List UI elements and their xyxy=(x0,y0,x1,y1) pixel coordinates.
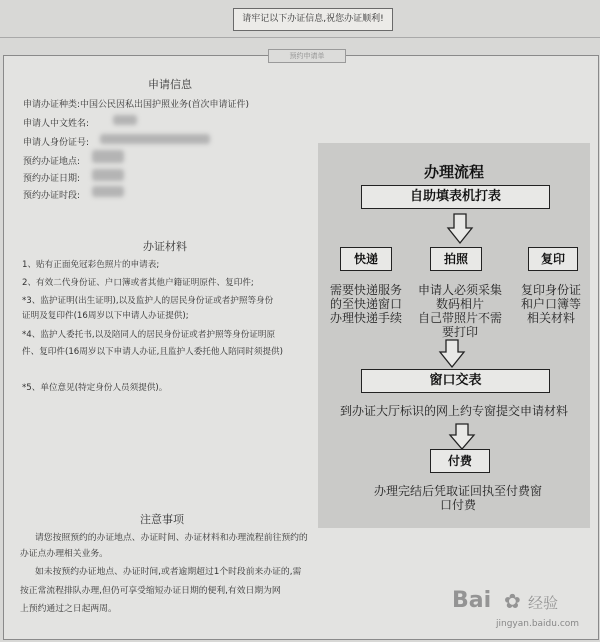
row-label: 申请人身份证号: xyxy=(23,138,90,148)
baidu-logo: Bai xyxy=(452,588,492,613)
branch-copy: 复印 xyxy=(528,247,578,271)
note-line: 如未按预约办证地点、办证时间,或者逾期超过1个时段前来办证的,需 xyxy=(35,567,302,577)
process-flow-chart xyxy=(318,143,590,528)
note-line: 办证点办理相关业务。 xyxy=(20,549,108,559)
branch-copy-desc: 复印身份证 和户口簿等 相关材料 xyxy=(520,283,581,325)
note-line: 上预约通过之日起两周。 xyxy=(20,604,117,614)
step-payment-desc: 办理完结后凭取证回执至付费窗 口付费 xyxy=(373,484,542,512)
arrow-down-icon xyxy=(438,339,466,369)
material-line: *4、监护人委托书,以及陪同人的居民身份证或者护照等身份证明原 xyxy=(22,330,276,340)
row-label: 预约办证地点: xyxy=(23,157,81,167)
arrow-down-icon xyxy=(448,423,476,451)
flow-title: 办理流程 xyxy=(423,163,484,181)
application-info-title: 申请信息 xyxy=(148,78,192,91)
row-id-number xyxy=(23,135,89,148)
note-line: 请您按照预约的办证地点、办证时间、办证材料和办理流程前往预约的 xyxy=(35,533,308,543)
branch-express: 快递 xyxy=(340,247,392,271)
row-label: 预约办证日期: xyxy=(23,174,81,184)
material-line: 1、贴有正面免冠彩色照片的申请表; xyxy=(22,260,160,270)
materials-title: 办证材料 xyxy=(143,240,187,253)
arrow-down-icon xyxy=(446,213,474,245)
branch-express-desc: 需要快递服务 的至快递窗口 办理快递手续 xyxy=(329,283,402,325)
row-date xyxy=(23,171,80,184)
redacted-name xyxy=(113,115,137,125)
material-line: *5、单位意见(特定身份人员须提供)。 xyxy=(22,383,168,393)
step-submit-window: 窗口交表 xyxy=(361,369,550,393)
redacted-date xyxy=(92,169,124,181)
paw-icon: ✿ xyxy=(504,589,521,613)
watermark-url: jingyan.baidu.com xyxy=(496,619,580,629)
redacted-id xyxy=(100,134,210,144)
redacted-location xyxy=(92,150,124,163)
divider xyxy=(0,37,600,38)
material-line: *3、监护证明(出生证明),以及监护人的居民身份证或者护照等身份 xyxy=(22,296,274,306)
row-value: 中国公民因私出国护照业务(首次申请证件) xyxy=(80,100,250,110)
row-label: 预约办证时段: xyxy=(23,191,81,201)
step-payment: 付费 xyxy=(430,449,490,473)
row-location xyxy=(23,154,80,167)
watermark-brand: 经验 xyxy=(528,594,559,612)
row-time-slot xyxy=(23,188,80,201)
redacted-time-slot xyxy=(92,186,124,197)
row-label: 申请办证种类: xyxy=(23,100,81,110)
note-line: 按正常流程排队办理,但仍可享受缩短办证日期的便利,有效日期为网 xyxy=(20,586,281,596)
branch-photo: 拍照 xyxy=(430,247,482,271)
step-submit-desc: 到办证大厅标识的网上约专窗提交申请材料 xyxy=(339,404,568,418)
notice-banner: 请牢记以下办证信息,祝您办证顺利! xyxy=(233,8,393,31)
material-line: 2、有效二代身份证、户口簿或者其他户籍证明原件、复印件; xyxy=(22,278,254,288)
branch-photo-desc: 申请人必须采集 数码相片 自己带照片不需 要打印 xyxy=(417,283,502,339)
notes-title: 注意事项 xyxy=(140,513,184,526)
form-tab-label: 预约申请单 xyxy=(268,49,346,63)
row-service-type xyxy=(23,97,249,110)
material-line: 证明及复印件(16周岁以下申请人办证提供); xyxy=(22,311,189,321)
row-applicant-name xyxy=(23,116,89,129)
material-line: 件、复印件(16周岁以下申请人办证,且监护人委托他人陪同时须提供) xyxy=(22,347,283,357)
step-self-service-print: 自助填表机打表 xyxy=(361,185,550,209)
row-label: 申请人中文姓名: xyxy=(23,119,90,129)
baidu-jingyan-watermark xyxy=(452,586,596,638)
